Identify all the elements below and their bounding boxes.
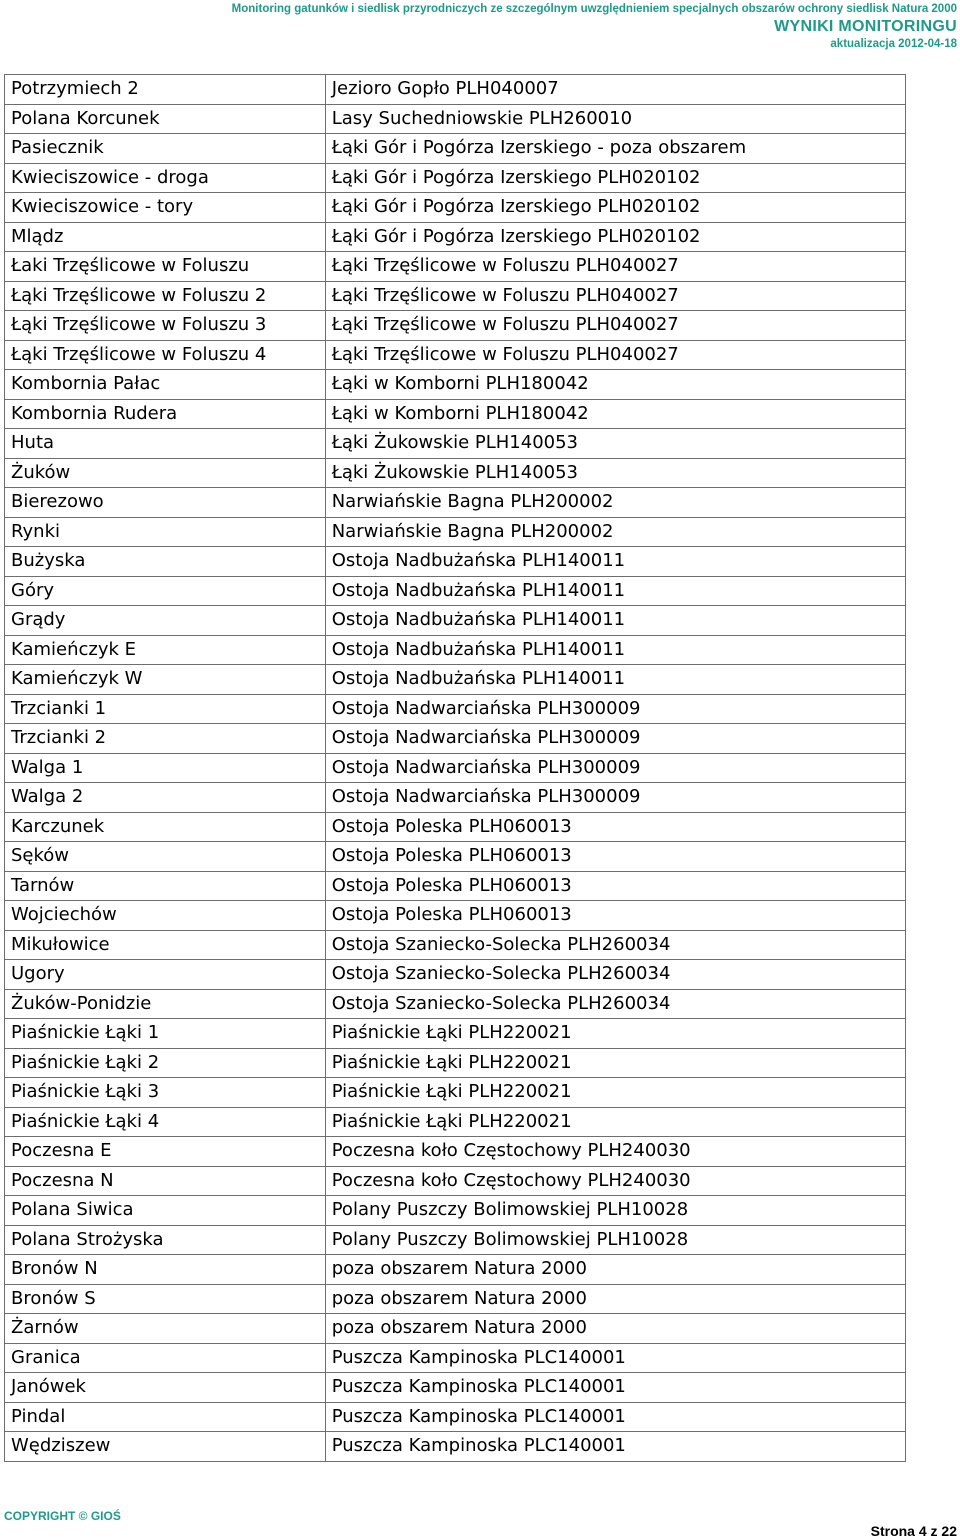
table-row — [5, 1019, 906, 1049]
site-name-cell: Granica — [5, 1343, 326, 1373]
site-name-cell: Piaśnickie Łąki 2 — [5, 1048, 326, 1078]
table-row — [5, 222, 906, 252]
site-name-cell: Bronów N — [5, 1255, 326, 1285]
natura-area-cell: Ostoja Nadbużańska PLH140011 — [325, 547, 905, 577]
table-row — [5, 1078, 906, 1108]
table-row — [5, 252, 906, 282]
natura-area-cell: Ostoja Szaniecko-Solecka PLH260034 — [325, 960, 905, 990]
natura-area-cell: Łąki Trzęślicowe w Foluszu PLH040027 — [325, 340, 905, 370]
natura-area-cell: Ostoja Nadbużańska PLH140011 — [325, 665, 905, 695]
table-row — [5, 1432, 906, 1462]
table-row — [5, 134, 906, 164]
natura-area-cell: Piaśnickie Łąki PLH220021 — [325, 1019, 905, 1049]
table-row — [5, 163, 906, 193]
table-row — [5, 989, 906, 1019]
natura-area-cell: Łąki Trzęślicowe w Foluszu PLH040027 — [325, 281, 905, 311]
table-row — [5, 281, 906, 311]
natura-area-cell: Łąki Żukowskie PLH140053 — [325, 458, 905, 488]
site-name-cell: Poczesna E — [5, 1137, 326, 1167]
site-name-cell: Łaki Trzęślicowe w Foluszu — [5, 252, 326, 282]
natura-area-cell: Łąki Gór i Pogórza Izerskiego PLH020102 — [325, 163, 905, 193]
natura-area-cell: poza obszarem Natura 2000 — [325, 1314, 905, 1344]
natura-area-cell: Ostoja Nadwarciańska PLH300009 — [325, 783, 905, 813]
site-name-cell: Wędziszew — [5, 1432, 326, 1462]
natura-area-cell: Łąki Żukowskie PLH140053 — [325, 429, 905, 459]
table-row — [5, 488, 906, 518]
natura-area-cell: Łąki Trzęślicowe w Foluszu PLH040027 — [325, 252, 905, 282]
site-name-cell: Karczunek — [5, 812, 326, 842]
table-row — [5, 75, 906, 105]
table-row — [5, 1314, 906, 1344]
natura-area-cell: Ostoja Poleska PLH060013 — [325, 901, 905, 931]
site-name-cell: Polana Korcunek — [5, 104, 326, 134]
site-name-cell: Kwieciszowice - tory — [5, 193, 326, 223]
table-row — [5, 311, 906, 341]
site-name-cell: Kombornia Rudera — [5, 399, 326, 429]
table-row — [5, 1402, 906, 1432]
table-row — [5, 1343, 906, 1373]
site-name-cell: Potrzymiech 2 — [5, 75, 326, 105]
table-row — [5, 517, 906, 547]
natura-area-cell: Ostoja Poleska PLH060013 — [325, 871, 905, 901]
site-name-cell: Pindal — [5, 1402, 326, 1432]
site-name-cell: Kwieciszowice - droga — [5, 163, 326, 193]
natura-area-cell: Łąki w Komborni PLH180042 — [325, 399, 905, 429]
table-row — [5, 665, 906, 695]
table-row — [5, 429, 906, 459]
natura-area-cell: Narwiańskie Bagna PLH200002 — [325, 517, 905, 547]
table-row — [5, 1107, 906, 1137]
site-name-cell: Łąki Trzęślicowe w Foluszu 3 — [5, 311, 326, 341]
natura-area-cell: poza obszarem Natura 2000 — [325, 1255, 905, 1285]
table-row — [5, 193, 906, 223]
site-name-cell: Polana Strożyska — [5, 1225, 326, 1255]
table-row — [5, 370, 906, 400]
table-row — [5, 576, 906, 606]
table-row — [5, 1166, 906, 1196]
site-name-cell: Trzcianki 2 — [5, 724, 326, 754]
site-name-cell: Rynki — [5, 517, 326, 547]
site-name-cell: Walga 2 — [5, 783, 326, 813]
table-row — [5, 547, 906, 577]
table-row — [5, 635, 906, 665]
natura-area-cell: Jezioro Gopło PLH040007 — [325, 75, 905, 105]
natura-area-cell: Ostoja Poleska PLH060013 — [325, 842, 905, 872]
table-row — [5, 783, 906, 813]
header-project-title: Monitoring gatunków i siedlisk przyrodniczych ze szczególnym uwzględnieniem specjalnych obszarów ochrony siedlisk Natura 2000 — [231, 3, 957, 15]
site-name-cell: Tarnów — [5, 871, 326, 901]
natura-area-cell: Lasy Suchedniowskie PLH260010 — [325, 104, 905, 134]
site-name-cell: Bronów S — [5, 1284, 326, 1314]
table-row — [5, 1225, 906, 1255]
site-name-cell: Ugory — [5, 960, 326, 990]
page-header — [232, 2, 957, 51]
site-name-cell: Janówek — [5, 1373, 326, 1403]
site-name-cell: Żarnów — [5, 1314, 326, 1344]
table-row — [5, 724, 906, 754]
copyright-notice: COPYRIGHT © GIOŚ — [4, 1509, 121, 1523]
site-name-cell: Trzcianki 1 — [5, 694, 326, 724]
table-row — [5, 1196, 906, 1226]
natura-area-cell: Narwiańskie Bagna PLH200002 — [325, 488, 905, 518]
page-number: Strona 4 z 22 — [870, 1523, 957, 1539]
natura-area-cell: Łąki Gór i Pogórza Izerskiego PLH020102 — [325, 222, 905, 252]
site-name-cell: Sęków — [5, 842, 326, 872]
natura-area-cell: Łąki Trzęślicowe w Foluszu PLH040027 — [325, 311, 905, 341]
table-row — [5, 1255, 906, 1285]
table-row — [5, 694, 906, 724]
site-name-cell: Polana Siwica — [5, 1196, 326, 1226]
site-name-cell: Piaśnickie Łąki 3 — [5, 1078, 326, 1108]
table-row — [5, 340, 906, 370]
natura-area-cell: Ostoja Szaniecko-Solecka PLH260034 — [325, 989, 905, 1019]
natura-area-cell: Łąki w Komborni PLH180042 — [325, 370, 905, 400]
site-name-cell: Piaśnickie Łąki 4 — [5, 1107, 326, 1137]
site-name-cell: Mlądz — [5, 222, 326, 252]
natura-area-cell: Poczesna koło Częstochowy PLH240030 — [325, 1166, 905, 1196]
natura-area-cell: Ostoja Nadbużańska PLH140011 — [325, 576, 905, 606]
sites-table-body — [5, 75, 906, 1462]
natura-area-cell: Piaśnickie Łąki PLH220021 — [325, 1078, 905, 1108]
natura-area-cell: Puszcza Kampinoska PLC140001 — [325, 1402, 905, 1432]
site-name-cell: Mikułowice — [5, 930, 326, 960]
table-row — [5, 458, 906, 488]
natura-area-cell: Ostoja Nadwarciańska PLH300009 — [325, 724, 905, 754]
natura-area-cell: Puszcza Kampinoska PLC140001 — [325, 1432, 905, 1462]
natura-area-cell: Ostoja Poleska PLH060013 — [325, 812, 905, 842]
table-row — [5, 1137, 906, 1167]
site-name-cell: Łąki Trzęślicowe w Foluszu 2 — [5, 281, 326, 311]
header-update-date: aktualizacja 2012-04-18 — [830, 38, 957, 50]
table-row — [5, 606, 906, 636]
table-row — [5, 871, 906, 901]
site-name-cell: Pasiecznik — [5, 134, 326, 164]
site-name-cell: Góry — [5, 576, 326, 606]
site-name-cell: Żuków — [5, 458, 326, 488]
site-name-cell: Walga 1 — [5, 753, 326, 783]
sites-table — [4, 74, 906, 1462]
site-name-cell: Kamieńczyk W — [5, 665, 326, 695]
natura-area-cell: Puszcza Kampinoska PLC140001 — [325, 1343, 905, 1373]
table-row — [5, 842, 906, 872]
table-row — [5, 1373, 906, 1403]
table-row — [5, 753, 906, 783]
natura-area-cell: Ostoja Nadwarciańska PLH300009 — [325, 753, 905, 783]
site-name-cell: Wojciechów — [5, 901, 326, 931]
natura-area-cell: poza obszarem Natura 2000 — [325, 1284, 905, 1314]
table-row — [5, 104, 906, 134]
natura-area-cell: Ostoja Szaniecko-Solecka PLH260034 — [325, 930, 905, 960]
site-name-cell: Huta — [5, 429, 326, 459]
natura-area-cell: Łąki Gór i Pogórza Izerskiego - poza obszarem — [325, 134, 905, 164]
natura-area-cell: Ostoja Nadbużańska PLH140011 — [325, 635, 905, 665]
natura-area-cell: Piaśnickie Łąki PLH220021 — [325, 1107, 905, 1137]
table-row — [5, 1284, 906, 1314]
table-row — [5, 930, 906, 960]
table-row — [5, 1048, 906, 1078]
natura-area-cell: Piaśnickie Łąki PLH220021 — [325, 1048, 905, 1078]
table-row — [5, 399, 906, 429]
table-row — [5, 960, 906, 990]
natura-area-cell: Ostoja Nadwarciańska PLH300009 — [325, 694, 905, 724]
natura-area-cell: Łąki Gór i Pogórza Izerskiego PLH020102 — [325, 193, 905, 223]
site-name-cell: Łąki Trzęślicowe w Foluszu 4 — [5, 340, 326, 370]
site-name-cell: Kamieńczyk E — [5, 635, 326, 665]
natura-area-cell: Poczesna koło Częstochowy PLH240030 — [325, 1137, 905, 1167]
site-name-cell: Grądy — [5, 606, 326, 636]
header-section-title: WYNIKI MONITORINGU — [774, 18, 957, 35]
natura-area-cell: Polany Puszczy Bolimowskiej PLH10028 — [325, 1196, 905, 1226]
site-name-cell: Piaśnickie Łąki 1 — [5, 1019, 326, 1049]
site-name-cell: Żuków-Ponidzie — [5, 989, 326, 1019]
table-row — [5, 812, 906, 842]
natura-area-cell: Puszcza Kampinoska PLC140001 — [325, 1373, 905, 1403]
natura-area-cell: Polany Puszczy Bolimowskiej PLH10028 — [325, 1225, 905, 1255]
site-name-cell: Bużyska — [5, 547, 326, 577]
site-name-cell: Bierezowo — [5, 488, 326, 518]
site-name-cell: Kombornia Pałac — [5, 370, 326, 400]
natura-area-cell: Ostoja Nadbużańska PLH140011 — [325, 606, 905, 636]
site-name-cell: Poczesna N — [5, 1166, 326, 1196]
table-row — [5, 901, 906, 931]
